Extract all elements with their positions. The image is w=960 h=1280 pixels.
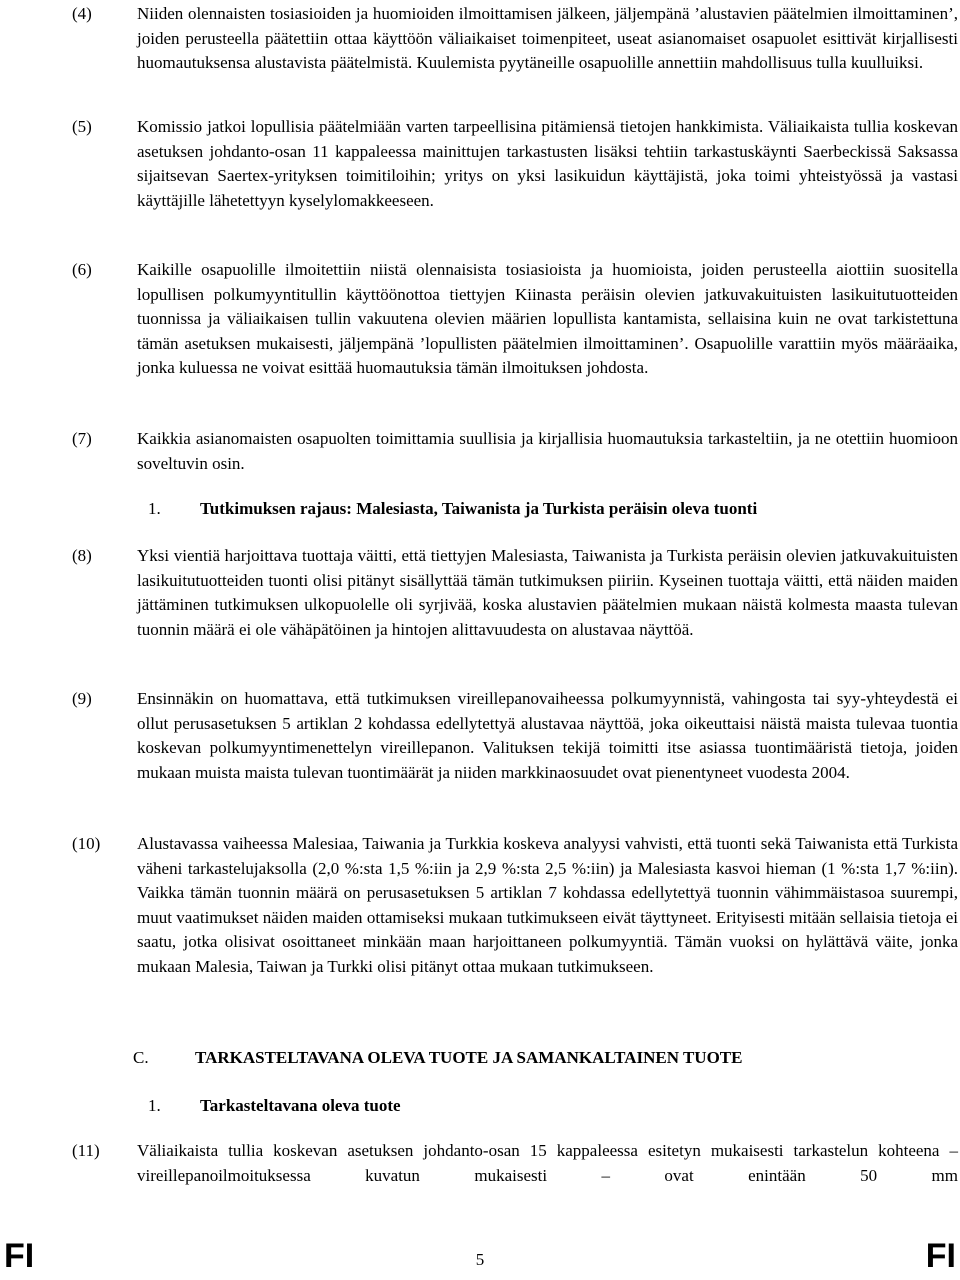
paragraph-number: (11) — [72, 1141, 100, 1160]
paragraph-text: Väliaikaista tullia koskevan asetuksen johdanto-osan 15 kappaleessa esitetyn mukaisesti tarkastelun kohteena – vireillepanoilmoituksessa kuvatun mukaisesti – ovat enintään 50 mm — [137, 1141, 958, 1185]
heading-number: 1. — [148, 499, 161, 518]
heading-letter: C. — [133, 1048, 149, 1067]
heading-text: Tutkimuksen rajaus: Malesiasta, Taiwanista ja Turkista peräisin oleva tuonti — [200, 499, 758, 518]
paragraph-text: Alustavassa vaiheessa Malesiaa, Taiwania ja Turkkia koskeva analyysi vahvisti, että tuonti sekä Taiwanista että Turkista väheni tarkastelujaksolla (2,0 %:sta 1,5 %:iin ja 2,9 %:sta 2,5 %:iin) ja Malesiasta kasvoi hieman (1 %:sta 1,7 %:iin). Vaikka tämän tuonnin määrä on perusasetuksen 5 artiklan 7 kohdassa edellytettyä tuonnin vähimmäistasoa suurempi, muut vaatimukset näiden maiden ottamiseksi mukaan tutkimukseen eivät täyttyneet. Erityisesti mitään sellaisia tietoja ei saatu, jotka olisivat osoittaneet minkään maan harjoittaneen polkumyyntiä. Tämän vuoksi on hylättävä väite, jonka mukaan Malesia, Taiwan ja Turkki olisi pitänyt ottaa mukaan tutkimukseen. — [137, 834, 958, 976]
footer-language-code-left: FI — [4, 1237, 35, 1275]
heading-text: Tarkasteltavana oleva tuote — [200, 1096, 401, 1115]
paragraph-4 — [72, 2, 958, 76]
paragraph-8 — [72, 544, 958, 642]
paragraph-number: (6) — [72, 260, 92, 279]
paragraph-6 — [72, 258, 958, 381]
section-heading-product — [133, 1046, 743, 1070]
paragraph-text: Komissio jatkoi lopullisia päätelmiään varten tarpeellisina pitämiensä tietojen hankkimista. Väliaikaista tullia koskevan asetuksen johdanto-osan 11 kappaleessa mainittujen tarkastusten lisäksi tehtiin tarkastuskäynti Saerbeckissä Saksassa sijaitsevan Saertex-yrityksen toimitiloihin; yritys on yksi lasikuidun käyttäjistä, joka toimi yhteistyössä ja vastasi käyttäjille lähetettyyn kyselylomakkeeseen. — [137, 117, 958, 210]
heading-number: 1. — [148, 1096, 161, 1115]
paragraph-number: (4) — [72, 4, 92, 23]
paragraph-9 — [72, 687, 958, 785]
paragraph-text: Ensinnäkin on huomattava, että tutkimuksen vireillepanovaiheessa polkumyynnistä, vahingosta tai syy-yhteydestä ei ollut perusasetuksen 5 artiklan 2 kohdassa edellytettyä alustavaa näyttöä, joka oikeuttaisi näistä maista tulevaa tuontia koskevan polkumyyntimenettelyn vireillepanon. Valituksen tekijä toimitti itse asiassa tuontimääristä tietoja, joiden mukaan muista maista tulevan tuontimäärät ja niiden markkinaosuudet ovat pienentyneet vuodesta 2004. — [137, 689, 958, 782]
paragraph-number: (8) — [72, 546, 92, 565]
paragraph-text: Yksi vientiä harjoittava tuottaja väitti, että tiettyjen Malesiasta, Taiwanista ja Turkista peräisin olevien jatkuvakuituisten lasikuitutuotteiden tuonti olisi pitänyt sisällyttää tämän tutkimuksen piiriin. Kyseinen tuottaja väitti, että näiden maiden jättäminen tutkimuksen ulkopuolelle oli syrjivää, koska alustavien päätelmien mukaan näistä kolmesta maasta tulevan tuonnin määrä ei ole vähäpätöinen ja hintojen alittavuudesta on alustavaa näyttöä. — [137, 546, 958, 639]
paragraph-number: (10) — [72, 834, 101, 853]
paragraph-5 — [72, 115, 958, 213]
paragraph-11 — [72, 1139, 958, 1188]
paragraph-10 — [72, 832, 958, 979]
subsection-heading-product-concerned — [148, 1094, 401, 1118]
paragraph-number: (9) — [72, 689, 92, 708]
heading-text: TARKASTELTAVANA OLEVA TUOTE JA SAMANKALTAINEN TUOTE — [195, 1048, 743, 1067]
page-number: 5 — [475, 1250, 485, 1269]
footer-language-code-right: FI — [925, 1237, 956, 1275]
section-heading-scope — [148, 497, 757, 521]
paragraph-7 — [72, 427, 958, 476]
paragraph-text: Kaikkia asianomaisten osapuolten toimittamia suullisia ja kirjallisia huomautuksia tarkasteltiin, ja ne otettiin huomioon soveltuvin osin. — [137, 429, 958, 473]
paragraph-number: (5) — [72, 117, 92, 136]
paragraph-text: Kaikille osapuolille ilmoitettiin niistä olennaisista tosiasioista ja huomioista, joiden perusteella aiottiin suositella lopullisen polkumyyntitullin käyttöönottoa tiettyjen Kiinasta peräisin olevien jatkuvakuituisten lasikuitutuotteiden tuonnissa ja väliaikaisen tullin vakuutena olevien määrien lopullista kantamista, sellaisina kuin ne ovat tarkistettuna tämän asetuksen mukaisesti, jäljempänä ’lopullisten päätelmien ilmoittaminen’. Osapuolille varattiin myös määräaika, jonka kuluessa ne voivat esittää huomautuksia tämän ilmoituksen johdosta. — [137, 260, 958, 377]
paragraph-text: Niiden olennaisten tosiasioiden ja huomioiden ilmoittamisen jälkeen, jäljempänä ’alustavien päätelmien ilmoittaminen’, joiden perusteella päätettiin ottaa käyttöön väliaikaiset toimenpiteet, useat asianomaiset osapuolet esittivät kirjallisesti huomautuksensa alustavista päätelmistä. Kuulemista pyytäneille osapuolille annettiin mahdollisuus tulla kuulluiksi. — [137, 4, 958, 72]
paragraph-number: (7) — [72, 429, 92, 448]
